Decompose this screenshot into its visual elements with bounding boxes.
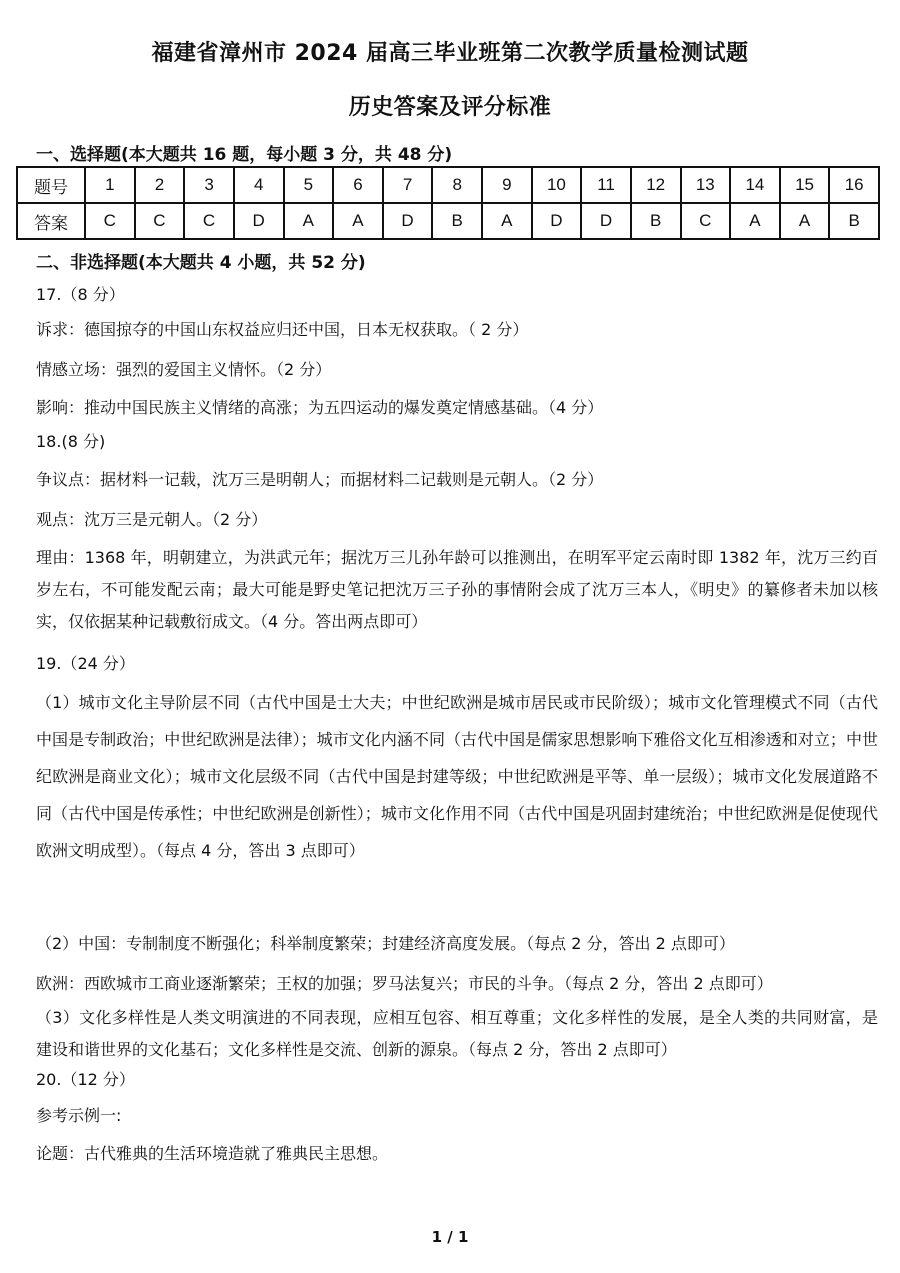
question-number: 4 <box>234 167 284 203</box>
answer-table-answer-row <box>17 203 879 239</box>
question-number: 16 <box>829 167 879 203</box>
question-number: 5 <box>284 167 334 203</box>
question-number: 9 <box>482 167 532 203</box>
table-header-number: 题号 <box>17 167 85 203</box>
document-subtitle: 历史答案及评分标准 <box>348 95 552 120</box>
answer-cell: B <box>829 203 879 239</box>
question-number: 15 <box>780 167 830 203</box>
question-number: 12 <box>631 167 681 203</box>
q18-line-2: 观点：沈万三是元朝人。（2 分） <box>36 510 268 529</box>
answer-cell: C <box>184 203 234 239</box>
q19-heading: 19.（24 分） <box>36 654 135 673</box>
question-number: 14 <box>730 167 780 203</box>
answer-cell: D <box>532 203 582 239</box>
answer-cell: C <box>135 203 185 239</box>
q20-heading: 20.（12 分） <box>36 1070 135 1089</box>
q17-line-2: 情感立场：强烈的爱国主义情怀。（2 分） <box>36 360 332 379</box>
q20-line-1: 参考示例一: <box>36 1106 122 1125</box>
question-number: 1 <box>85 167 135 203</box>
question-number: 13 <box>681 167 731 203</box>
q19-part-4: （3）文化多样性是人类文明演进的不同表现，应相互包容、相互尊重；文化多样性的发展，是全人类的共同财富，是建设和谐世界的文化基石；文化多样性是交流、创新的源泉。（每点 2 分，答出 2 点即可） <box>36 1008 878 1059</box>
answer-cell: A <box>780 203 830 239</box>
question-number: 7 <box>383 167 433 203</box>
q19-part-2: （2）中国：专制制度不断强化；科举制度繁荣；封建经济高度发展。（每点 2 分，答出 2 点即可） <box>36 934 735 953</box>
q18-reason: 理由：1368 年，明朝建立，为洪武元年；据沈万三儿孙年龄可以推测出，在明军平定云南时即 1382 年，沈万三约百岁左右，不可能发配云南；最大可能是野史笔记把沈万三子孙的事情附会成了沈万三本人，《明史》的纂修者未加以核实，仅依据某种记载敷衍成文。（4 分。答出两点即可） <box>36 548 878 631</box>
answer-cell: C <box>85 203 135 239</box>
answer-cell: D <box>581 203 631 239</box>
answer-cell: A <box>730 203 780 239</box>
q17-line-1: 诉求：德国掠夺的中国山东权益应归还中国，日本无权获取。（ 2 分） <box>36 320 529 339</box>
question-number: 6 <box>333 167 383 203</box>
q19-part-1: （1）城市文化主导阶层不同（古代中国是士大夫；中世纪欧洲是城市居民或市民阶级）；城市文化管理模式不同（古代中国是专制政治；中世纪欧洲是法律）；城市文化内涵不同（古代中国是儒家思想影响下雅俗文化互相渗透和对立；中世纪欧洲是商业文化）；城市文化层级不同（古代中国是封建等级；中世纪欧洲是平等、单一层级）；城市文化发展道路不同（古代中国是传承性；中世纪欧洲是创新性）；城市文化作用不同（古代中国是巩固封建统治；中世纪欧洲是促使现代欧洲文明成型）。（每点 4 分，答出 3 点即可） <box>36 693 878 860</box>
q19-part-3: 欧洲：西欧城市工商业逐渐繁荣；王权的加强；罗马法复兴；市民的斗争。（每点 2 分，答出 2 点即可） <box>36 974 773 993</box>
answer-cell: A <box>482 203 532 239</box>
q20-line-2: 论题：古代雅典的生活环境造就了雅典民主思想。 <box>36 1144 389 1163</box>
q18-line-1: 争议点：据材料一记载，沈万三是明朝人；而据材料二记载则是元朝人。（2 分） <box>36 470 604 489</box>
question-number: 2 <box>135 167 185 203</box>
section-heading-choice: 一、选择题(本大题共 16 题，每小题 3 分，共 48 分) <box>36 145 453 165</box>
q18-heading: 18.(8 分) <box>36 432 106 451</box>
answer-cell: D <box>234 203 284 239</box>
question-number: 3 <box>184 167 234 203</box>
question-number: 11 <box>581 167 631 203</box>
answer-table-number-row <box>17 167 879 203</box>
answer-cell: B <box>432 203 482 239</box>
answer-cell: A <box>284 203 334 239</box>
q17-line-3: 影响：推动中国民族主义情绪的高涨；为五四运动的爆发奠定情感基础。（4 分） <box>36 398 604 417</box>
answer-cell: C <box>681 203 731 239</box>
section-heading-nonchoice: 二、非选择题(本大题共 4 小题，共 52 分) <box>36 253 366 273</box>
q17-heading: 17.（8 分） <box>36 285 125 304</box>
answer-cell: B <box>631 203 681 239</box>
table-header-answer: 答案 <box>17 203 85 239</box>
question-number: 10 <box>532 167 582 203</box>
answer-cell: A <box>333 203 383 239</box>
answer-table <box>16 166 880 240</box>
answer-cell: D <box>383 203 433 239</box>
question-number: 8 <box>432 167 482 203</box>
document-title: 福建省漳州市 2024 届高三毕业班第二次教学质量检测试题 <box>151 41 749 66</box>
page-number: 1 / 1 <box>431 1228 469 1246</box>
